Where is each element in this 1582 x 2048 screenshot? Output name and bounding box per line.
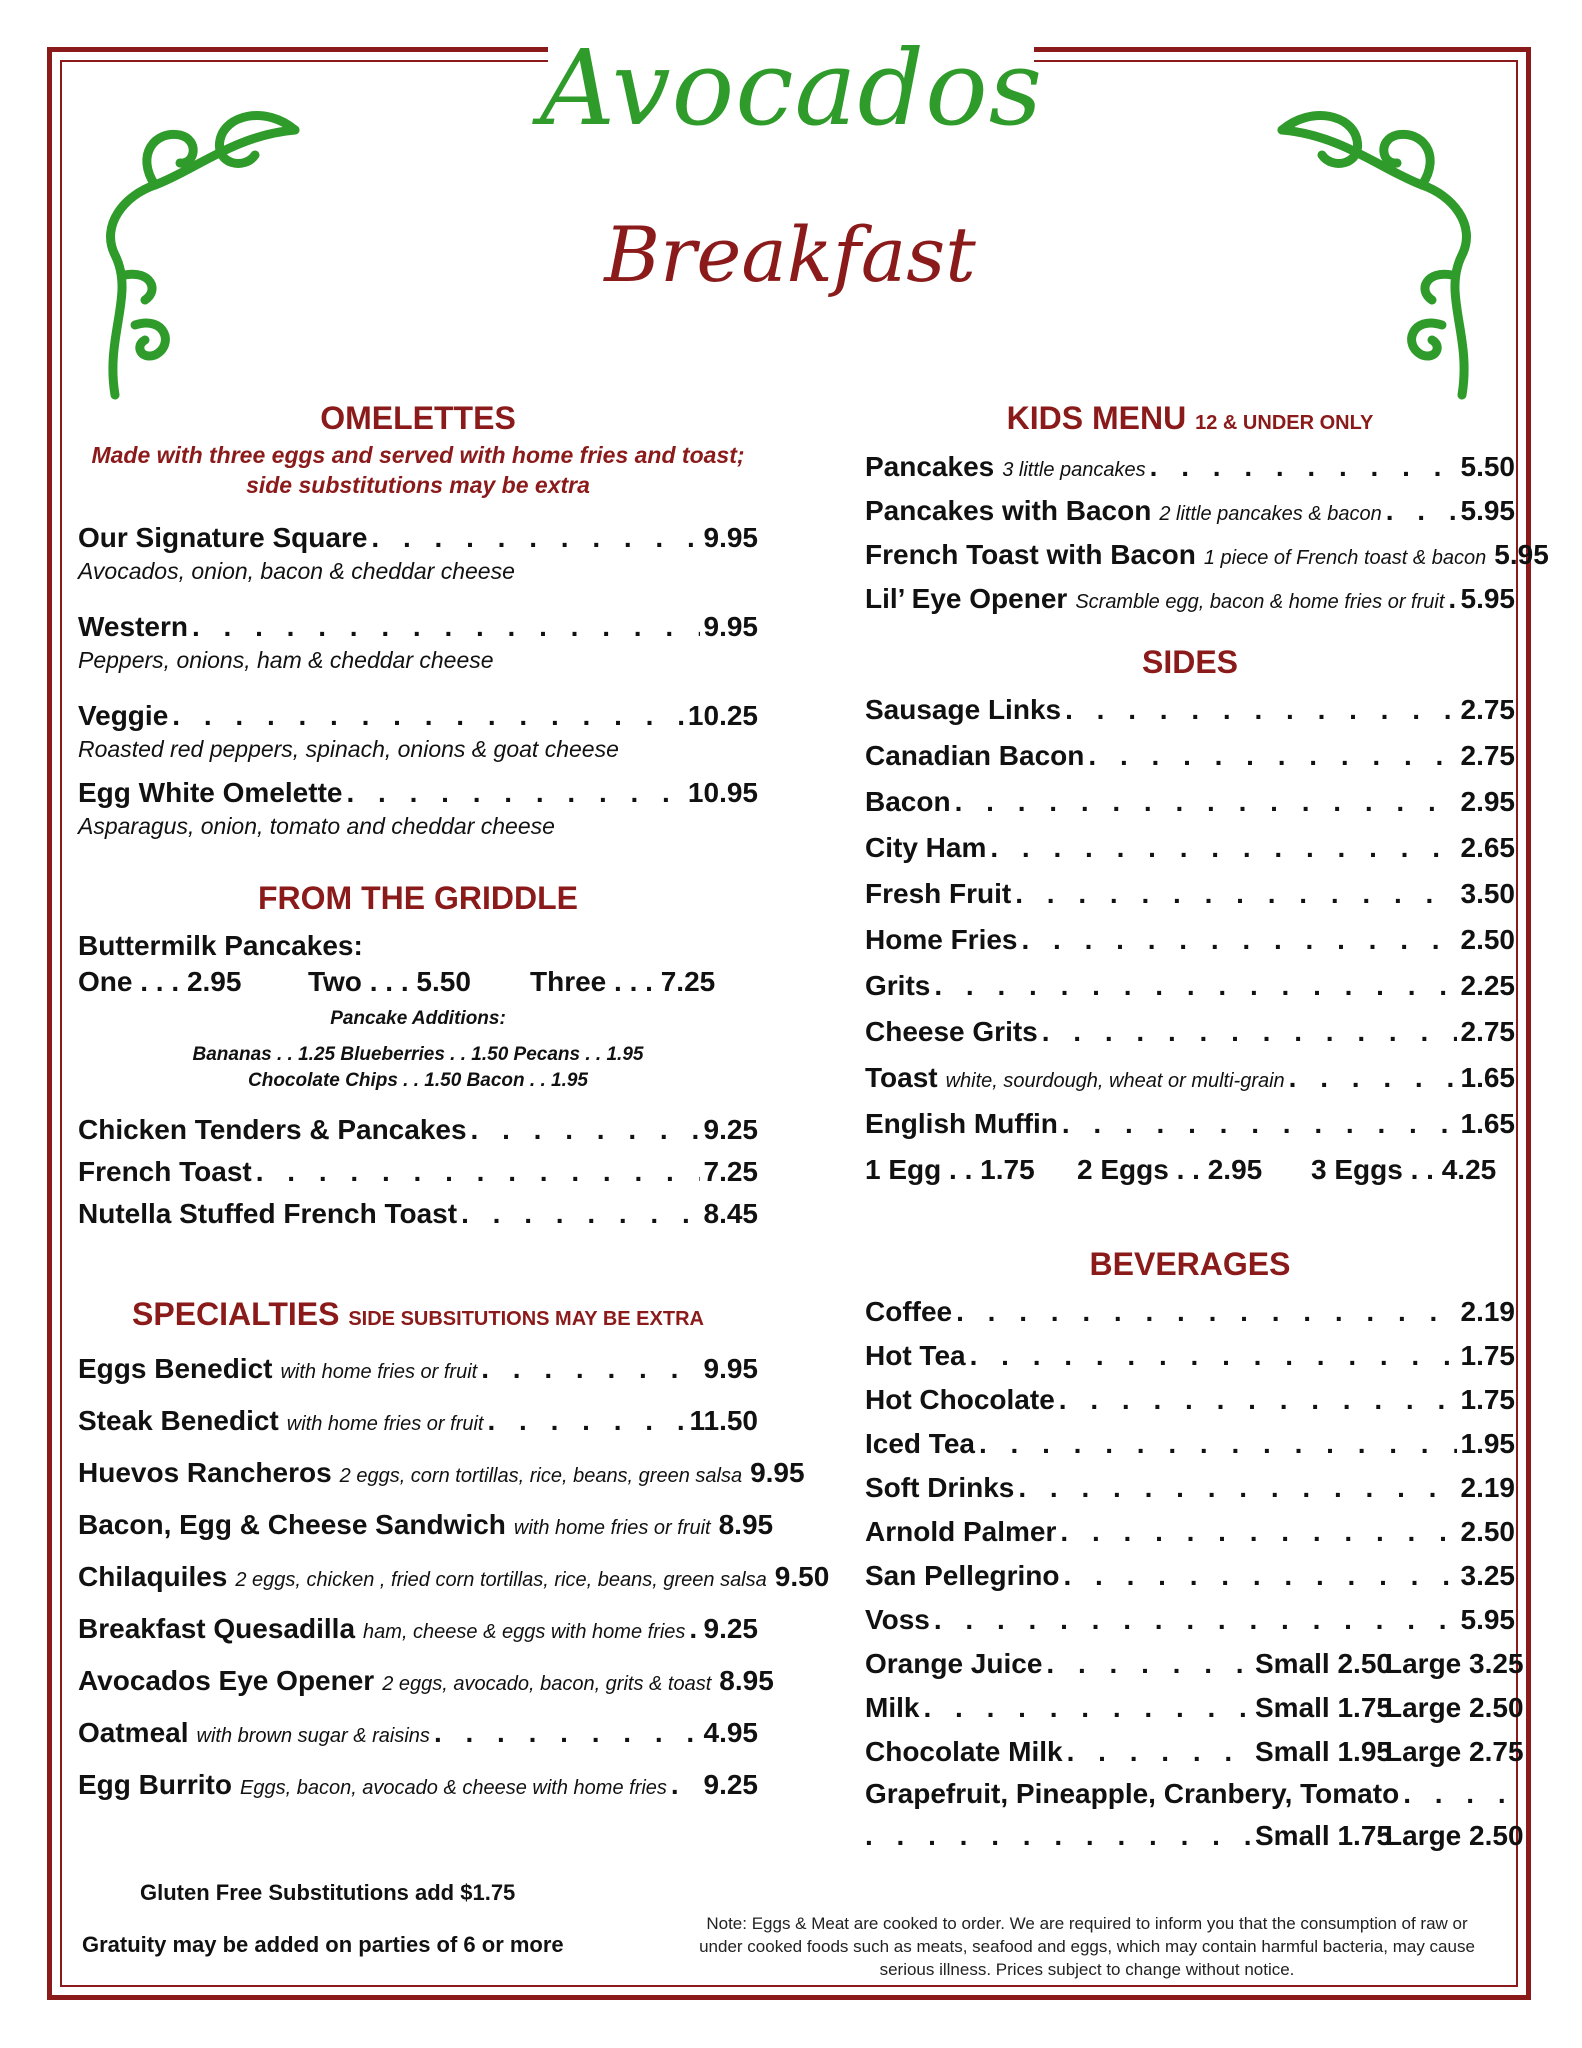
- item-name: Iced Tea: [865, 1428, 975, 1459]
- large-price: Large 2.75: [1385, 1736, 1524, 1767]
- item-price: 2.75: [1460, 740, 1515, 771]
- item-price: 9.95: [703, 522, 758, 553]
- kids-item: [865, 451, 1515, 483]
- side-item: [865, 1016, 1515, 1048]
- item-desc: 3 little pancakes: [1002, 459, 1146, 481]
- item-price: 2.19: [1460, 1472, 1515, 1503]
- small-price: Small 1.75: [1255, 1692, 1392, 1723]
- kids-section: [865, 398, 1549, 615]
- item-name: Voss: [865, 1604, 930, 1635]
- kids-subtitle: 12 & UNDER ONLY: [1195, 412, 1374, 434]
- side-item: [865, 694, 1515, 726]
- item-price: 1.65: [1460, 1108, 1515, 1139]
- item-price: 9.95: [703, 611, 758, 642]
- griddle-item: [78, 1198, 758, 1230]
- side-item: [865, 786, 1515, 818]
- beverage-item: [865, 1560, 1515, 1592]
- item-name: Nutella Stuffed French Toast: [78, 1198, 458, 1229]
- size-label: Three: [530, 966, 607, 997]
- size-label: Two: [308, 966, 362, 997]
- item-price: 5.50: [1460, 451, 1515, 482]
- gratuity-note: Gratuity may be added on parties of 6 or more: [82, 1932, 564, 1957]
- item-name: Coffee: [865, 1296, 953, 1327]
- item-price: 9.95: [750, 1457, 805, 1488]
- item-name: Milk: [865, 1692, 920, 1723]
- beverage-item: [865, 1516, 1515, 1548]
- juice-small: Small 1.75: [1255, 1820, 1392, 1851]
- kids-title: KIDS MENU: [1006, 400, 1187, 436]
- small-price: Small 2.50: [1255, 1648, 1392, 1679]
- griddle-item: [78, 1114, 758, 1146]
- item-desc: 1 piece of French toast & bacon: [1203, 547, 1487, 569]
- item-name: Chocolate Milk: [865, 1736, 1063, 1767]
- item-name: Hot Tea: [865, 1340, 966, 1371]
- item-price: 9.95: [703, 1353, 758, 1384]
- sides-list: [865, 694, 1515, 1140]
- beverage-item: [865, 1428, 1515, 1460]
- item-name: Huevos Rancheros: [78, 1457, 332, 1488]
- item-name: Chicken Tenders & Pancakes: [78, 1114, 467, 1145]
- egg-price: 1.75: [980, 1154, 1035, 1185]
- item-price: 8.45: [703, 1198, 758, 1229]
- omelettes-note: Made with three eggs and served with home fries and toast; side substitutions may be extra: [91, 442, 745, 498]
- item-price: 5.95: [1460, 1604, 1515, 1635]
- item-name: San Pellegrino: [865, 1560, 1060, 1591]
- item-name: Steak Benedict: [78, 1405, 279, 1436]
- side-item: [865, 740, 1515, 772]
- omelette-item: [78, 777, 758, 840]
- griddle-section: [78, 878, 758, 1230]
- food-safety-note: Note: Eggs & Meat are cooked to order. We are required to inform you that the consumption of raw or under cooked foods such as meats, seafood and eggs, which may contain harmful bacteria, may cause serious illness. Prices subject to change without notice.: [699, 1914, 1475, 1979]
- gluten-free-note: Gluten Free Substitutions add $1.75: [140, 1880, 516, 1905]
- item-price: 1.75: [1460, 1340, 1515, 1371]
- item-name: Hot Chocolate: [865, 1384, 1055, 1415]
- side-item: [865, 924, 1515, 956]
- beverages-title: BEVERAGES: [1089, 1246, 1291, 1282]
- item-desc: white, sourdough, wheat or multi-grain: [945, 1070, 1285, 1092]
- specialty-item: [78, 1613, 758, 1645]
- item-name: Egg Burrito: [78, 1769, 232, 1800]
- large-price: Large 2.50: [1385, 1692, 1524, 1723]
- beverages-section: [865, 1244, 1524, 1852]
- pancake-sizes: One . . . 2.95 Two . . . 5.50 Three . . . 7.25: [78, 966, 716, 997]
- item-name: City Ham: [865, 832, 987, 863]
- item-name: Western: [78, 611, 188, 642]
- specialty-item: [78, 1769, 758, 1801]
- left-scroll-ornament: [95, 95, 315, 415]
- item-desc: 2 little pancakes & bacon: [1159, 503, 1382, 525]
- omelette-item: [78, 611, 758, 674]
- side-item: [865, 1108, 1515, 1140]
- item-desc: with home fries or fruit: [286, 1413, 484, 1435]
- item-name: Lil’ Eye Opener: [865, 583, 1068, 614]
- item-desc: Eggs, bacon, avocado & cheese with home fries: [240, 1777, 667, 1799]
- item-price: 9.25: [703, 1114, 758, 1145]
- specialties-subtitle: SIDE SUBSITUTIONS MAY BE EXTRA: [348, 1308, 704, 1330]
- item-price: 10.95: [687, 777, 758, 808]
- omelettes-title: OMELETTES: [320, 400, 516, 436]
- item-name: Sausage Links: [865, 694, 1062, 725]
- item-price: 8.95: [718, 1509, 774, 1540]
- omelettes-section: [78, 398, 758, 840]
- item-name: Pancakes: [865, 451, 995, 482]
- item-desc: Peppers, onions, ham & cheddar cheese: [78, 647, 494, 673]
- item-price: 11.50: [689, 1405, 758, 1436]
- pancake-additions-label: Pancake Additions:: [330, 1008, 506, 1029]
- item-desc: with home fries or fruit: [513, 1517, 711, 1539]
- item-desc: 2 eggs, avocado, bacon, grits & toast: [382, 1673, 712, 1695]
- size-price: 5.50: [416, 966, 471, 997]
- kids-list: [865, 451, 1549, 615]
- juice-price-row: [865, 1820, 1524, 1852]
- beverages-sized-list: [865, 1648, 1524, 1768]
- sized-beverage-item: [865, 1648, 1524, 1680]
- right-scroll-ornament: [1262, 95, 1482, 415]
- beverage-item: [865, 1384, 1515, 1416]
- item-desc: with brown sugar & raisins: [196, 1725, 430, 1747]
- item-desc: 2 eggs, chicken , fried corn tortillas, rice, beans, green salsa: [235, 1569, 767, 1591]
- item-price: 8.95: [719, 1665, 774, 1696]
- side-item: [865, 970, 1515, 1002]
- item-name: Our Signature Square: [78, 522, 368, 553]
- kids-item: [865, 539, 1549, 571]
- beverages-list: [865, 1296, 1515, 1636]
- item-price: 3.50: [1460, 878, 1515, 909]
- size-price: 2.95: [186, 966, 242, 997]
- item-price: 5.95: [1460, 583, 1515, 614]
- item-name: Fresh Fruit: [865, 878, 1012, 909]
- pancake-additions-line2: Chocolate Chips . . 1.50 Bacon . . 1.95: [248, 1070, 588, 1091]
- side-item: [865, 832, 1515, 864]
- item-name: Bacon: [865, 786, 951, 817]
- item-price: 3.25: [1460, 1560, 1515, 1591]
- beverage-item: [865, 1340, 1515, 1372]
- item-price: 2.19: [1460, 1296, 1515, 1327]
- item-name: Cheese Grits: [865, 1016, 1038, 1047]
- pancake-additions-line1: Bananas . . 1.25 Blueberries . . 1.50 Pecans . . 1.95: [192, 1044, 644, 1065]
- item-name: Orange Juice: [865, 1648, 1043, 1679]
- kids-item: [865, 495, 1515, 527]
- item-price: 9.50: [774, 1561, 830, 1592]
- griddle-item: [78, 1156, 758, 1188]
- sides-title: SIDES: [1141, 644, 1239, 680]
- item-desc: 2 eggs, corn tortillas, rice, beans, green salsa: [339, 1465, 743, 1487]
- beverage-item: [865, 1296, 1515, 1328]
- item-name: Bacon, Egg & Cheese Sandwich: [78, 1509, 506, 1540]
- item-name: Arnold Palmer: [865, 1516, 1057, 1547]
- item-price: 4.95: [703, 1717, 758, 1748]
- item-name: Eggs Benedict: [78, 1353, 273, 1384]
- item-name: Avocados Eye Opener: [78, 1665, 375, 1696]
- menu-title: Breakfast: [604, 210, 976, 299]
- item-price: 2.75: [1460, 1016, 1515, 1047]
- large-price: Large 3.25: [1385, 1648, 1524, 1679]
- item-price: 1.65: [1460, 1062, 1515, 1093]
- side-item: [865, 878, 1515, 910]
- item-name: English Muffin: [865, 1108, 1058, 1139]
- egg-label: 2 Eggs: [1077, 1154, 1169, 1185]
- item-price: 10.25: [687, 700, 758, 731]
- specialty-item: [78, 1353, 758, 1385]
- griddle-title: FROM THE GRIDDLE: [258, 880, 578, 916]
- kids-item: [865, 583, 1515, 615]
- egg-price: 2.95: [1207, 1154, 1263, 1185]
- item-price: 9.25: [703, 1769, 758, 1800]
- sized-beverage-item: [865, 1692, 1524, 1724]
- omelette-item: [78, 700, 758, 763]
- restaurant-name: Avocados: [540, 27, 1044, 149]
- juice-large: Large 2.50: [1385, 1820, 1524, 1851]
- sides-section: [865, 642, 1515, 1186]
- item-name: Canadian Bacon: [865, 740, 1085, 771]
- item-name: Soft Drinks: [865, 1472, 1015, 1503]
- specialty-item: [78, 1561, 830, 1593]
- item-desc: Scramble egg, bacon & home fries or fruit: [1075, 591, 1445, 613]
- item-name: Oatmeal: [78, 1717, 189, 1748]
- size-price: 7.25: [660, 966, 716, 997]
- specialty-item: [78, 1405, 758, 1437]
- item-price: 1.95: [1460, 1428, 1515, 1459]
- side-item: [865, 1062, 1515, 1094]
- item-name: Grits: [865, 970, 931, 1001]
- specialties-section: [78, 1294, 830, 1801]
- sized-beverage-item: [865, 1736, 1524, 1768]
- egg-label: 1 Egg: [865, 1154, 942, 1185]
- item-name: Egg White Omelette: [78, 777, 343, 808]
- pancakes-label: Buttermilk Pancakes:: [78, 930, 363, 961]
- beverage-item: [865, 1604, 1515, 1636]
- egg-options: 1 Egg . . 1.75 2 Eggs . . 2.95 3 Eggs . . 4.25: [865, 1154, 1497, 1185]
- item-price: 5.95: [1460, 495, 1515, 526]
- item-price: 2.50: [1460, 1516, 1515, 1547]
- specialties-list: [78, 1353, 830, 1801]
- omelette-item: [78, 522, 758, 585]
- item-name: French Toast: [78, 1156, 252, 1187]
- juice-name: Grapefruit, Pineapple, Cranbery, Tomato: [865, 1778, 1400, 1809]
- item-name: Toast: [865, 1062, 938, 1093]
- juice-row: [865, 1778, 1515, 1810]
- item-price: 2.75: [1460, 694, 1515, 725]
- item-name: Pancakes with Bacon: [865, 495, 1152, 526]
- specialty-item: [78, 1665, 774, 1697]
- item-price: 1.75: [1460, 1384, 1515, 1415]
- item-name: Chilaquiles: [78, 1561, 228, 1592]
- item-desc: ham, cheese & eggs with home fries: [363, 1621, 686, 1643]
- small-price: Small 1.95: [1255, 1736, 1392, 1767]
- item-desc: with home fries or fruit: [280, 1361, 478, 1383]
- item-price: 2.25: [1460, 970, 1515, 1001]
- item-name: Breakfast Quesadilla: [78, 1613, 356, 1644]
- egg-label: 3 Eggs: [1311, 1154, 1403, 1185]
- item-price: 2.50: [1460, 924, 1515, 955]
- egg-price: 4.25: [1441, 1154, 1497, 1185]
- item-price: 9.25: [703, 1613, 758, 1644]
- item-price: 2.65: [1460, 832, 1515, 863]
- item-desc: Roasted red peppers, spinach, onions & goat cheese: [78, 736, 619, 762]
- item-price: 7.25: [703, 1156, 758, 1187]
- specialty-item: [78, 1457, 805, 1489]
- size-label: One: [78, 966, 133, 997]
- item-desc: Asparagus, onion, tomato and cheddar cheese: [78, 813, 555, 839]
- specialties-title: SPECIALTIES: [132, 1296, 340, 1332]
- item-name: Veggie: [78, 700, 169, 731]
- beverage-item: [865, 1472, 1515, 1504]
- item-name: Home Fries: [865, 924, 1018, 955]
- item-price: 2.95: [1460, 786, 1515, 817]
- item-desc: Avocados, onion, bacon & cheddar cheese: [78, 558, 515, 584]
- specialty-item: [78, 1509, 774, 1541]
- item-name: French Toast with Bacon: [865, 539, 1196, 570]
- item-price: 5.95: [1494, 539, 1549, 570]
- specialty-item: [78, 1717, 758, 1749]
